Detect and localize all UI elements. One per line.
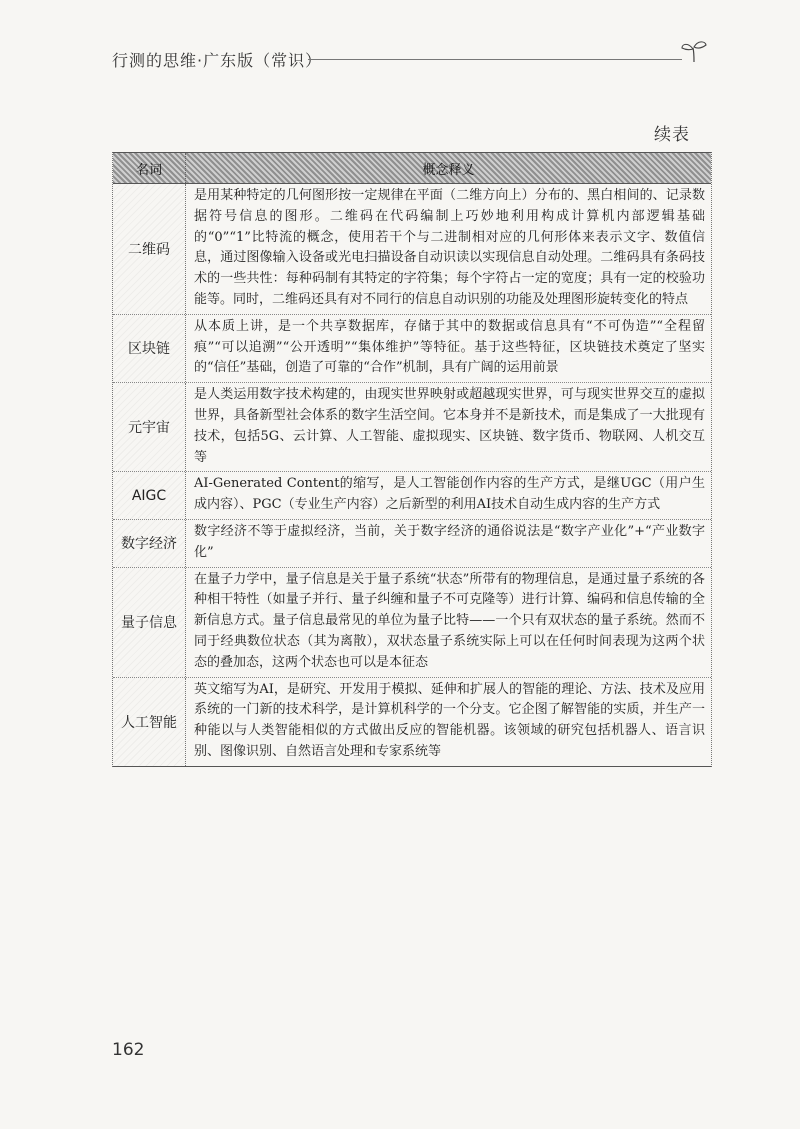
term-cell: 区块链: [113, 315, 186, 382]
term-cell: 数字经济: [113, 520, 186, 567]
table-row: [113, 472, 711, 520]
term-cell: AIGC: [113, 472, 186, 519]
term-cell: 二维码: [113, 184, 186, 314]
column-header-term: 名词: [113, 153, 186, 183]
table-row: [113, 184, 711, 315]
running-header: [112, 46, 712, 74]
column-header-definition: 概念释义: [422, 162, 475, 178]
term-cell: 元宇宙: [113, 383, 186, 471]
definition-cell: 是用某种特定的几何图形按一定规律在平面（二维方向上）分布的、黑白相间的、记录数据符号信息的图形。二维码在代码编制上巧妙地利用构成计算机内部逻辑基础的“0”“1”比特流的概念，使用若干个与二进制相对应的几何形体来表示文字、数值信息，通过图像输入设备或光电扫描设备自动识读以实现信息自动处理。二维码具有条码技术的一些共性：每种码制有其特定的字符集；每个字符占一定的宽度；具有一定的校验功能等。同时，二维码还具有对不同行的信息自动识别的功能及处理图形旋转变化的特点: [194, 188, 705, 307]
continued-label: 续表: [654, 125, 690, 145]
terms-table: [112, 152, 712, 767]
table-row: [113, 520, 711, 568]
term-cell: 人工智能: [113, 678, 186, 766]
definition-cell: 英文缩写为AI，是研究、开发用于模拟、延伸和扩展人的智能的理论、方法、技术及应用系统的一门新的技术科学，是计算机科学的一个分支。它企图了解智能的实质，并生产一种能以与人类智能相似的方式做出反应的智能机器。该领域的研究包括机器人、语言识别、图像识别、自然语言处理和专家系统等: [194, 681, 705, 759]
definition-cell: 是人类运用数字技术构建的，由现实世界映射或超越现实世界，可与现实世界交互的虚拟世界，具备新型社会体系的数字生活空间。它本身并不是新技术，而是集成了一大批现有技术，包括5G、云计算、人工智能、虚拟现实、区块链、数字货币、物联网、人机交互等: [194, 387, 705, 465]
table-row: [113, 678, 711, 766]
table-row: [113, 568, 711, 678]
definition-cell: AI-Generated Content的缩写，是人工智能创作内容的生产方式，是继UGC（用户生成内容）、PGC（专业生产内容）之后新型的利用AI技术自动生成内容的生产方式: [194, 476, 705, 513]
table-row: [113, 383, 711, 472]
definition-cell: 数字经济不等于虚拟经济，当前，关于数字经济的通俗说法是“数字产业化”+“产业数字化”: [194, 523, 705, 560]
header-rule: [308, 59, 682, 60]
definition-cell: 从本质上讲，是一个共享数据库，存储于其中的数据或信息具有“不可伪造”“全程留痕”“可以追溯”“公开透明”“集体维护”等特征。基于这些特征，区块链技术奠定了坚实的“信任”基础，创造了可靠的“合作”机制，具有广阔的运用前景: [194, 318, 705, 376]
table-row: [113, 315, 711, 383]
page-number: 162: [112, 1040, 145, 1060]
sprout-icon: [680, 38, 708, 64]
table-header: [113, 153, 711, 184]
definition-cell: 在量子力学中，量子信息是关于量子系统“状态”所带有的物理信息，是通过量子系统的各种相干特性（如量子并行、量子纠缠和量子不可克隆等）进行计算、编码和信息传输的全新信息方式。量子信息最常见的单位为量子比特——一个只有双状态的量子系统。然而不同于经典数位状态（其为离散），双状态量子系统实际上可以在任何时间表现为这两个状态的叠加态，这两个状态也可以是本征态: [194, 571, 705, 670]
header-title: 行测的思维·广东版（常识）: [112, 51, 323, 70]
term-cell: 量子信息: [113, 568, 186, 677]
